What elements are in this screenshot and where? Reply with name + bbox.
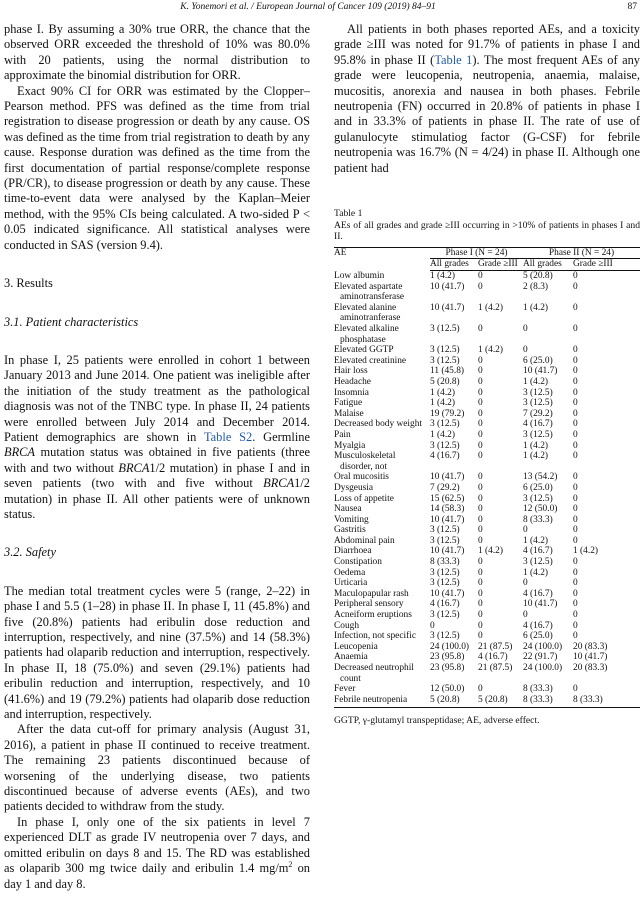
value-cell: 23 (95.8) — [430, 663, 465, 673]
value-cell: 15 (62.5) — [430, 493, 465, 504]
table-row — [334, 271, 640, 282]
value-cell: 1 (4.2) — [430, 398, 455, 409]
value-cell: 2 (8.3) — [523, 281, 549, 292]
table-row — [334, 610, 640, 621]
value-cell: 5 (20.8) — [430, 695, 478, 708]
paragraph-data-cutoff: After the data cut-off for primary analysis (August 31, 2016), a patient in phase II continued to receive treatment. The remaining 23 patients discontinued because of worsening of the underlying disease, two patients discontinued because of adverse events (AEs), and two patients decided to withdraw from the study. — [4, 722, 310, 814]
value-cell: 4 (16.7) — [523, 546, 553, 557]
paragraph-dlt: In phase I, only one of the six patients in level 7 experienced DLT as grade IV neutropenia over 7 days, and omitted eribulin on days 8 and 15. The RD was established as olaparib 300 mg twice daily and eribulin 1.4 $mg/m^2$ on day 1 and day 8. — [4, 814, 310, 891]
value-cell: 23 (95.8) — [430, 652, 465, 663]
value-cell: 0 — [478, 535, 483, 546]
column-header-phase-2: Phase II (N = 24) — [523, 247, 640, 259]
table-row — [334, 684, 640, 695]
ae-name-cell: Elevated aspartate aminotransferase — [334, 281, 405, 303]
ae-name-cell: Oral mucositis — [334, 472, 389, 483]
value-cell: 24 (100.0) — [430, 641, 470, 652]
value-cell: 1 (4.2) — [523, 451, 549, 462]
value-cell: 0 — [478, 504, 483, 515]
value-cell: 10 (41.7) — [430, 514, 465, 525]
column-header-grade-3: Grade ≥III — [478, 259, 523, 271]
value-cell: 0 — [573, 355, 578, 366]
subsection-heading-safety: 3.2. Safety — [4, 545, 56, 560]
value-cell: 0 — [573, 684, 578, 695]
ae-name-cell: Musculoskeletal disorder, not — [334, 451, 396, 472]
value-cell: 0 — [478, 631, 483, 642]
value-cell: 0 — [478, 451, 483, 462]
value-cell: 1 (4.2) — [523, 567, 549, 578]
value-cell: 0 — [478, 408, 483, 419]
value-cell: 1 (4.2) — [478, 302, 503, 313]
section-heading-results: 3. Results — [4, 276, 53, 291]
table-row — [334, 525, 640, 536]
value-cell: 0 — [478, 578, 483, 589]
value-cell: 5 (20.8) — [478, 695, 523, 708]
page-number: 87 — [627, 2, 637, 12]
ae-name-cell: Vomiting — [334, 514, 369, 525]
ae-name-cell: Cough — [334, 620, 360, 631]
value-cell: 20 (83.3) — [573, 641, 608, 652]
paragraph-treatment-cycles: The median total treatment cycles were 5 (range, 2–22) in phase I and 5.5 (1–28) in phase II. In phase I, 11 (45.8%) and five (20.8%) patients had eribulin dose reduction and interruption, respectively, and nine (37.5%) and 14 (58.3%) patients had olaparib reduction and interruption, respectively. In phase II, 18 (75.0%) and seven (29.1%) patients had eribulin reduction and interruption, respectively, and 10 (41.6%) and 19 (79.2%) patients had olaparib dose reduction and interruption, respectively. — [4, 583, 310, 722]
value-cell: 3 (12.5) — [430, 610, 460, 621]
value-cell: 0 — [478, 482, 483, 493]
value-cell: 3 (12.5) — [430, 345, 460, 356]
ae-name-cell: Decreased body weight — [334, 419, 422, 430]
value-cell: 4 (16.7) — [523, 620, 553, 631]
paragraph-orr: phase I. By assuming a 30% true ORR, the chance that the observed ORR exceeded the threshold of 10% was 80.0% with 20 patients, using the normal distribution to approximate the binomial distribution for ORR. — [4, 22, 310, 83]
running-head: K. Yonemori et al. / European Journal of Cancer 109 (2019) 84–91 — [180, 2, 436, 12]
value-cell: 0 — [573, 440, 578, 451]
value-cell: 0 — [573, 482, 578, 493]
ae-name-cell: Myalgia — [334, 440, 366, 451]
value-cell: 5 (20.8) — [523, 271, 553, 282]
value-cell: 0 — [573, 281, 578, 292]
table-row — [334, 472, 640, 483]
value-cell: 3 (12.5) — [523, 398, 553, 409]
value-cell: 0 — [573, 578, 578, 589]
value-cell: 13 (54.2) — [523, 472, 558, 483]
table-row — [334, 303, 640, 324]
ae-name-cell: Febrile neutropenia — [334, 695, 430, 708]
value-cell: 0 — [573, 345, 578, 356]
value-cell: 0 — [573, 398, 578, 409]
value-cell: 12 (50.0) — [523, 504, 558, 515]
value-cell: 1 (4.2) — [478, 345, 503, 356]
table-row — [334, 409, 640, 420]
value-cell: 10 (41.7) — [523, 366, 558, 377]
value-cell: 6 (25.0) — [523, 355, 553, 366]
value-cell: 0 — [478, 514, 483, 525]
value-cell: 1 (4.2) — [523, 302, 549, 313]
value-cell: 0 — [573, 535, 578, 546]
value-cell: 0 — [430, 620, 435, 631]
table-label: Table 1 — [334, 208, 363, 220]
ae-name-cell: Insomnia — [334, 387, 369, 398]
value-cell: 24 (100.0) — [523, 663, 563, 673]
value-cell: 0 — [478, 387, 483, 398]
table-row — [334, 536, 640, 547]
value-cell: 24 (100.0) — [523, 641, 563, 652]
value-cell: 0 — [478, 472, 483, 483]
value-cell: 1 (4.2) — [523, 376, 549, 387]
value-cell: 6 (25.0) — [523, 631, 553, 642]
table-row — [334, 515, 640, 526]
value-cell: 10 (41.7) — [573, 652, 608, 663]
value-cell: 0 — [478, 440, 483, 451]
ae-name-cell: Peripheral sensory — [334, 599, 404, 610]
table-row — [334, 356, 640, 367]
table-row — [334, 578, 640, 589]
ae-name-cell: Decreased neutrophil count — [334, 663, 414, 684]
value-cell: 3 (12.5) — [523, 387, 553, 398]
value-cell: 0 — [478, 588, 483, 599]
ae-name-cell: Abdominal pain — [334, 535, 395, 546]
table-row — [334, 377, 640, 388]
table-row — [334, 504, 640, 515]
table-row — [334, 451, 640, 472]
value-cell: 3 (12.5) — [430, 440, 460, 451]
running-header — [0, 2, 640, 16]
value-cell: 0 — [478, 610, 483, 621]
value-cell: 3 (12.5) — [430, 631, 460, 642]
value-cell: 0 — [478, 398, 483, 409]
ae-name-cell: Infection, not specific — [334, 631, 416, 642]
value-cell: 0 — [478, 376, 483, 387]
ae-name-cell: Loss of appetite — [334, 493, 394, 504]
table-row — [334, 557, 640, 568]
ae-name-cell: Malaise — [334, 408, 364, 419]
ae-name-cell: Dysgeusia — [334, 482, 374, 493]
value-cell: 3 (12.5) — [430, 567, 460, 578]
column-header-all-grades: All grades — [523, 259, 573, 271]
ae-name-cell: Anaemia — [334, 652, 368, 663]
value-cell: 0 — [478, 493, 483, 504]
ae-name-cell: Gastritis — [334, 525, 366, 536]
value-cell: 0 — [478, 271, 483, 282]
value-cell: 10 (41.7) — [430, 546, 465, 557]
value-cell: 0 — [478, 355, 483, 366]
value-cell: 0 — [573, 525, 578, 536]
value-cell: 3 (12.5) — [430, 535, 460, 546]
value-cell: 0 — [523, 610, 528, 621]
value-cell: 3 (12.5) — [430, 324, 460, 334]
ae-name-cell: Fatigue — [334, 398, 363, 409]
value-cell: 0 — [573, 429, 578, 440]
value-cell: 0 — [573, 588, 578, 599]
ae-name-cell: Diarrhoea — [334, 546, 372, 557]
value-cell: 0 — [573, 376, 578, 387]
value-cell: 0 — [478, 557, 483, 568]
table-row — [334, 388, 640, 399]
value-cell: 0 — [573, 366, 578, 377]
value-cell: 0 — [573, 271, 578, 282]
value-cell: 3 (12.5) — [430, 355, 460, 366]
ae-name-cell: Elevated creatinine — [334, 355, 407, 366]
value-cell: 0 — [478, 525, 483, 536]
value-cell: 3 (12.5) — [430, 525, 460, 536]
value-cell: 0 — [478, 567, 483, 578]
value-cell: 3 (12.5) — [523, 493, 553, 504]
table-row — [334, 546, 640, 557]
value-cell: 19 (79.2) — [430, 408, 465, 419]
left-column — [4, 22, 310, 892]
value-cell: 4 (16.7) — [430, 451, 460, 462]
table-row — [334, 345, 640, 356]
value-cell: 0 — [573, 557, 578, 568]
value-cell: 3 (12.5) — [430, 419, 460, 430]
ae-name-cell: Nausea — [334, 504, 362, 515]
value-cell: 0 — [478, 684, 483, 695]
table-row — [334, 695, 640, 708]
value-cell: 3 (12.5) — [523, 429, 553, 440]
ae-name-cell: Leucopenia — [334, 641, 378, 652]
value-cell: 0 — [573, 324, 578, 334]
ae-name-cell: Constipation — [334, 557, 382, 568]
value-cell: 8 (33.3) — [573, 695, 640, 708]
table-row — [334, 494, 640, 505]
column-header-grade-3: Grade ≥III — [573, 259, 640, 271]
value-cell: 8 (33.3) — [430, 557, 460, 568]
value-cell: 0 — [573, 451, 578, 462]
value-cell: 10 (41.7) — [430, 281, 465, 292]
paragraph-patients: In phase I, 25 patients were enrolled in cohort 1 between January 2013 and June 2014. One patient was ineligible after the initiation of the study treatment as the pathological diagnosis was not of the TNBC type. In phase II, 24 patients were enrolled between July 2014 and December 2014. Patient demographics are shown in Table S2. Germline BRCA mutation status was obtained in five patients (three with and two without BRCA1/2 mutation) in phase I and in seven patients (two with and five without BRCA1/2 mutation) in phase II. All other patients were of unknown status. — [4, 352, 310, 521]
table-row — [334, 568, 640, 579]
ae-name-cell: Elevated alkaline phosphatase — [334, 324, 399, 345]
value-cell: 1 (4.2) — [573, 546, 599, 557]
value-cell: 4 (16.7) — [430, 599, 460, 610]
paragraph-statistics: Exact 90% CI for ORR was estimated by the Clopper–Pearson method. PFS was defined as the time from trial registration to disease progression or death by any cause. OS was defined as the time from trial registration to death by any cause. Response duration was defined as the time from the first documentation of partial response/complete response (PR/CR), to disease progression or death by any cause. These time-to-event data were analysed by the Kaplan–Meier method, with the 95% CIs being calculated. A two-sided P < 0.05 indicated significance. All statistical analyses were conducted in SAS (version 9.4). — [4, 83, 310, 252]
value-cell: 8 (33.3) — [523, 695, 573, 708]
value-cell: 3 (12.5) — [523, 557, 553, 568]
value-cell: 4 (16.7) — [523, 588, 553, 599]
ae-name-cell: Hair loss — [334, 366, 368, 377]
value-cell: 10 (41.7) — [430, 472, 465, 483]
value-cell: 0 — [573, 387, 578, 398]
value-cell: 7 (29.2) — [523, 408, 553, 419]
column-header-all-grades: All grades — [430, 259, 478, 271]
value-cell: 1 (4.2) — [478, 546, 503, 557]
table-row — [334, 652, 640, 663]
value-cell: 5 (20.8) — [430, 376, 460, 387]
ae-name-cell: Elevated GGTP — [334, 345, 394, 356]
column-header-phase-1: Phase I (N = 24) — [430, 247, 523, 259]
value-cell: 12 (50.0) — [430, 684, 465, 695]
ae-name-cell: Headache — [334, 376, 371, 387]
table-row — [334, 398, 640, 409]
value-cell: 22 (91.7) — [523, 652, 558, 663]
value-cell: 0 — [573, 493, 578, 504]
value-cell: 0 — [573, 599, 578, 610]
value-cell: 1 (4.2) — [430, 429, 455, 440]
value-cell: 0 — [478, 324, 483, 334]
value-cell: 0 — [478, 366, 483, 377]
value-cell: 0 — [523, 345, 528, 356]
value-cell: 1 (4.2) — [430, 271, 455, 282]
right-column — [334, 22, 640, 729]
value-cell: 0 — [523, 525, 528, 536]
table-row — [334, 621, 640, 632]
table-row — [334, 430, 640, 441]
table-row — [334, 441, 640, 452]
value-cell: 1 (4.2) — [523, 535, 549, 546]
value-cell: 21 (87.5) — [478, 663, 513, 673]
table-row — [334, 324, 640, 345]
ae-name-cell: Acneiform eruptions — [334, 610, 412, 621]
value-cell: 20 (83.3) — [573, 663, 608, 673]
ae-name-cell: Urticaria — [334, 578, 368, 589]
ae-name-cell: Oedema — [334, 567, 366, 578]
value-cell: 0 — [573, 408, 578, 419]
value-cell: 0 — [573, 302, 578, 313]
value-cell: 10 (41.7) — [523, 599, 558, 610]
value-cell: 1 (4.2) — [430, 387, 455, 398]
value-cell: 0 — [573, 567, 578, 578]
value-cell: 0 — [523, 578, 528, 589]
value-cell: 0 — [573, 514, 578, 525]
ae-name-cell: Maculopapular rash — [334, 588, 409, 599]
value-cell: 0 — [478, 429, 483, 440]
table-body — [334, 271, 640, 708]
subsection-heading-patients: 3.1. Patient characteristics — [4, 314, 139, 329]
table-s2-link[interactable]: Table S2 — [203, 429, 253, 444]
table-row — [334, 483, 640, 494]
paragraph-adverse-events: All patients in both phases reported AEs, and a toxicity grade ≥III was noted for 91.7% of patients in phase I and 95.8% in phase II (Table 1). The most frequent AEs of any grade were leucopenia, neutropenia, anaemia, malaise, mucositis, anorexia and nausea in both phases. Febrile neutropenia (FN) occurred in 20.8% of patients in phase I and in 33.3% of patients in phase II. The rate of use of gulanulocyte stimulatiog factor (G-CSF) for febrile neutropenia was 16.7% (N = 4/24) in phase II. Although one patient had — [334, 22, 640, 175]
value-cell: 0 — [573, 620, 578, 631]
value-cell: 1 (4.2) — [523, 440, 549, 451]
value-cell: 0 — [573, 419, 578, 430]
table-1-link[interactable]: Table 1 — [434, 52, 473, 67]
value-cell: 10 (41.7) — [430, 302, 465, 313]
table-row — [334, 631, 640, 642]
value-cell: 7 (29.2) — [430, 482, 460, 493]
column-header-ae: AE — [334, 247, 430, 270]
value-cell: 14 (58.3) — [430, 504, 465, 515]
value-cell: 0 — [573, 504, 578, 515]
value-cell: 4 (16.7) — [478, 652, 508, 663]
ae-name-cell: Low albumin — [334, 270, 385, 281]
table-row — [334, 282, 640, 303]
value-cell: 0 — [478, 620, 483, 631]
value-cell: 8 (33.3) — [523, 514, 553, 525]
table-row — [334, 419, 640, 430]
value-cell: 0 — [573, 631, 578, 642]
value-cell: 0 — [573, 610, 578, 621]
value-cell: 6 (25.0) — [523, 482, 553, 493]
table-row — [334, 599, 640, 610]
ae-name-cell: Pain — [334, 429, 351, 440]
table-footnote: GGTP, γ-glutamyl transpeptidase; AE, adverse effect. — [334, 715, 540, 727]
value-cell: 0 — [478, 419, 483, 430]
adverse-events-table — [334, 247, 640, 709]
value-cell: 3 (12.5) — [430, 578, 460, 589]
value-cell: 8 (33.3) — [523, 684, 553, 695]
table-caption: AEs of all grades and grade ≥III occurring in >10% of patients in phases I and II. — [334, 219, 640, 243]
table-row — [334, 589, 640, 600]
value-cell: 0 — [523, 324, 528, 334]
table-row — [334, 663, 640, 684]
value-cell: 11 (45.8) — [430, 366, 465, 377]
value-cell: 0 — [478, 281, 483, 292]
value-cell: 0 — [478, 599, 483, 610]
table-row — [334, 366, 640, 377]
value-cell: 4 (16.7) — [523, 419, 553, 430]
value-cell: 10 (41.7) — [430, 588, 465, 599]
ae-name-cell: Elevated alanine aminotranferase — [334, 302, 401, 324]
value-cell: 0 — [573, 472, 578, 483]
ae-name-cell: Fever — [334, 684, 356, 695]
value-cell: 21 (87.5) — [478, 641, 513, 652]
table-row — [334, 642, 640, 653]
